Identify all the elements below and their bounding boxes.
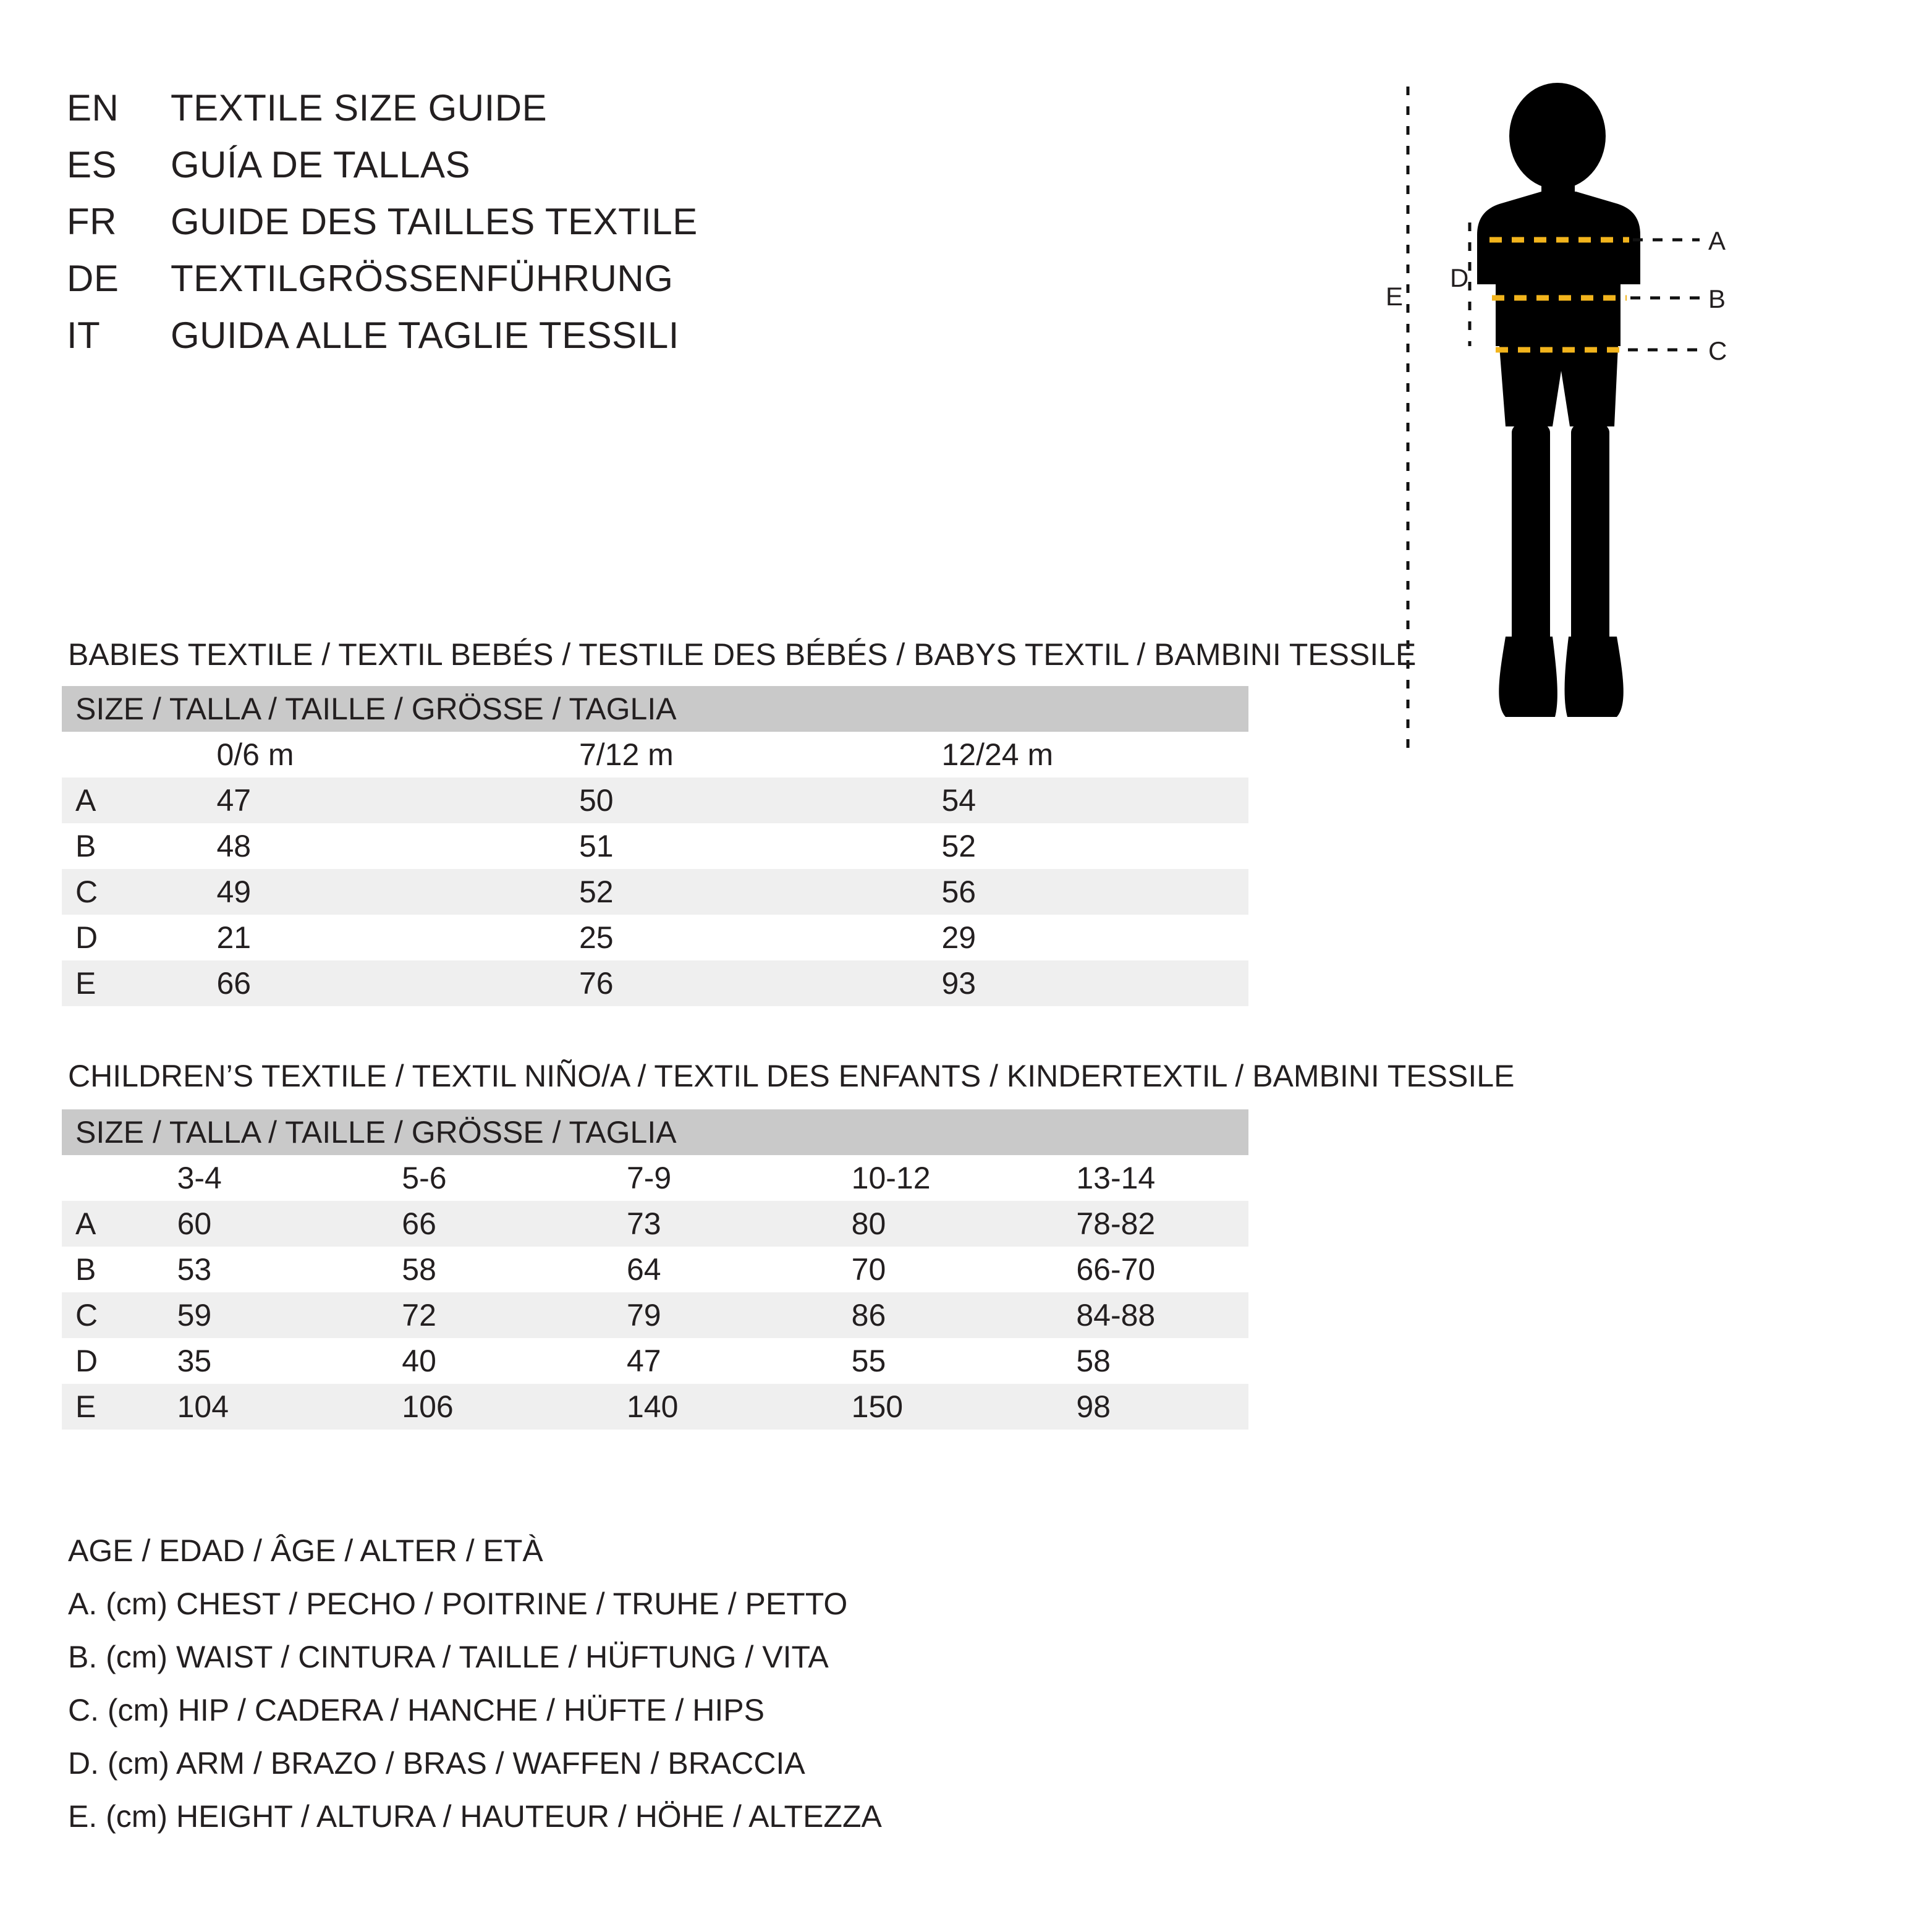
table-row xyxy=(62,1201,1248,1247)
table-span-header-row xyxy=(62,686,1248,732)
title-row-it xyxy=(67,314,932,371)
legend-line-hip: C. (cm) HIP / CADERA / HANCHE / HÜFTE / HIPS xyxy=(68,1693,765,1727)
title-text-it: GUIDA ALLE TAGLIE TESSILI xyxy=(171,315,679,356)
measurement-figure xyxy=(1386,80,1860,779)
children-span-header: SIZE / TALLA / TAILLE / GRÖSSE / TAGLIA xyxy=(62,1109,1248,1155)
table-span-header-row xyxy=(62,1109,1248,1155)
title-lang-de: DE xyxy=(67,258,119,299)
children-col-1: 5-6 xyxy=(351,1155,576,1201)
legend-line-chest: A. (cm) CHEST / PECHO / POITRINE / TRUHE / PETTO xyxy=(68,1587,848,1621)
babies-cell-c-0: 49 xyxy=(161,869,523,915)
legend-line-height: E. (cm) HEIGHT / ALTURA / HAUTEUR / HÖHE / ALTEZZA xyxy=(68,1799,882,1834)
table-column-header-row xyxy=(62,1155,1248,1201)
children-cell-d-1: 40 xyxy=(351,1338,576,1384)
babies-cell-c-1: 52 xyxy=(523,869,886,915)
table-row xyxy=(62,915,1248,960)
corner-cell xyxy=(62,1155,127,1201)
children-cell-c-2: 79 xyxy=(576,1292,801,1338)
children-cell-e-2: 140 xyxy=(576,1384,801,1430)
table-row xyxy=(62,777,1248,823)
table-row xyxy=(62,1247,1248,1292)
children-cell-d-3: 55 xyxy=(801,1338,1026,1384)
children-cell-a-0: 60 xyxy=(127,1201,352,1247)
child-silhouette xyxy=(1477,83,1640,717)
table-column-header-row xyxy=(62,732,1248,777)
babies-cell-a-0: 47 xyxy=(161,777,523,823)
babies-col-2: 12/24 m xyxy=(886,732,1248,777)
table-row xyxy=(62,823,1248,869)
children-cell-b-2: 64 xyxy=(576,1247,801,1292)
title-text-de: TEXTILGRÖSSENFÜHRUNG xyxy=(171,258,674,299)
babies-col-1: 7/12 m xyxy=(523,732,886,777)
children-cell-e-3: 150 xyxy=(801,1384,1026,1430)
figure-label-e: E xyxy=(1386,282,1404,311)
children-cell-a-1: 66 xyxy=(351,1201,576,1247)
babies-section-heading: BABIES TEXTILE / TEXTIL BEBÉS / TESTILE DES BÉBÉS / BABYS TEXTIL / BAMBINI TESSILE xyxy=(68,637,1417,672)
title-lang-fr: FR xyxy=(67,201,117,242)
children-cell-e-1: 106 xyxy=(351,1384,576,1430)
children-cell-b-0: 53 xyxy=(127,1247,352,1292)
children-row-label-c: C xyxy=(62,1292,127,1338)
children-col-2: 7-9 xyxy=(576,1155,801,1201)
figure-label-c: C xyxy=(1708,336,1727,365)
babies-cell-c-2: 56 xyxy=(886,869,1248,915)
children-col-4: 13-14 xyxy=(1025,1155,1248,1201)
children-cell-a-3: 80 xyxy=(801,1201,1026,1247)
corner-cell xyxy=(62,732,161,777)
babies-row-label-b: B xyxy=(62,823,161,869)
title-row-fr xyxy=(67,200,932,257)
children-row-label-b: B xyxy=(62,1247,127,1292)
legend-line-arm: D. (cm) ARM / BRAZO / BRAS / WAFFEN / BRACCIA xyxy=(68,1746,805,1781)
babies-cell-d-2: 29 xyxy=(886,915,1248,960)
title-row-en xyxy=(67,87,932,143)
babies-span-header: SIZE / TALLA / TAILLE / GRÖSSE / TAGLIA xyxy=(62,686,1248,732)
babies-row-label-c: C xyxy=(62,869,161,915)
children-row-label-a: A xyxy=(62,1201,127,1247)
title-row-es xyxy=(67,143,932,200)
babies-cell-b-0: 48 xyxy=(161,823,523,869)
table-row xyxy=(62,1384,1248,1430)
children-cell-c-0: 59 xyxy=(127,1292,352,1338)
babies-row-label-a: A xyxy=(62,777,161,823)
table-row xyxy=(62,869,1248,915)
children-cell-e-4: 98 xyxy=(1025,1384,1248,1430)
figure-label-b: B xyxy=(1708,284,1726,313)
children-cell-e-0: 104 xyxy=(127,1384,352,1430)
children-cell-b-4: 66-70 xyxy=(1025,1247,1248,1292)
children-cell-d-0: 35 xyxy=(127,1338,352,1384)
children-cell-d-4: 58 xyxy=(1025,1338,1248,1384)
babies-cell-a-1: 50 xyxy=(523,777,886,823)
children-cell-c-3: 86 xyxy=(801,1292,1026,1338)
children-cell-b-1: 58 xyxy=(351,1247,576,1292)
babies-cell-e-1: 76 xyxy=(523,960,886,1006)
figure-label-d: D xyxy=(1450,263,1469,292)
babies-row-label-d: D xyxy=(62,915,161,960)
children-cell-d-2: 47 xyxy=(576,1338,801,1384)
table-row xyxy=(62,960,1248,1006)
legend-line-waist: B. (cm) WAIST / CINTURA / TAILLE / HÜFTUNG / VITA xyxy=(68,1640,829,1674)
children-section-heading: CHILDREN’S TEXTILE / TEXTIL NIÑO/A / TEXTIL DES ENFANTS / KINDERTEXTIL / BAMBINI TESSILE xyxy=(68,1059,1515,1093)
title-lang-es: ES xyxy=(67,144,117,185)
babies-cell-e-0: 66 xyxy=(161,960,523,1006)
children-col-0: 3-4 xyxy=(127,1155,352,1201)
title-lang-it: IT xyxy=(67,315,101,356)
title-text-es: GUÍA DE TALLAS xyxy=(171,144,470,185)
children-cell-a-4: 78-82 xyxy=(1025,1201,1248,1247)
title-text-en: TEXTILE SIZE GUIDE xyxy=(171,87,548,129)
children-row-label-e: E xyxy=(62,1384,127,1430)
children-cell-b-3: 70 xyxy=(801,1247,1026,1292)
table-row xyxy=(62,1338,1248,1384)
babies-row-label-e: E xyxy=(62,960,161,1006)
legend-line-age: AGE / EDAD / ÂGE / ALTER / ETÀ xyxy=(68,1533,543,1568)
children-cell-a-2: 73 xyxy=(576,1201,801,1247)
children-size-table xyxy=(62,1109,1248,1430)
babies-cell-d-0: 21 xyxy=(161,915,523,960)
children-cell-c-1: 72 xyxy=(351,1292,576,1338)
babies-cell-d-1: 25 xyxy=(523,915,886,960)
title-block xyxy=(67,87,932,371)
title-row-de xyxy=(67,257,932,314)
title-text-fr: GUIDE DES TAILLES TEXTILE xyxy=(171,201,698,242)
children-cell-c-4: 84-88 xyxy=(1025,1292,1248,1338)
measurement-legend xyxy=(68,1533,1242,1852)
babies-col-0: 0/6 m xyxy=(161,732,523,777)
babies-cell-b-2: 52 xyxy=(886,823,1248,869)
children-row-label-d: D xyxy=(62,1338,127,1384)
title-lang-en: EN xyxy=(67,87,119,129)
babies-cell-e-2: 93 xyxy=(886,960,1248,1006)
babies-cell-a-2: 54 xyxy=(886,777,1248,823)
figure-label-a: A xyxy=(1708,226,1726,255)
table-row xyxy=(62,1292,1248,1338)
children-col-3: 10-12 xyxy=(801,1155,1026,1201)
babies-cell-b-1: 51 xyxy=(523,823,886,869)
babies-size-table xyxy=(62,686,1248,1006)
